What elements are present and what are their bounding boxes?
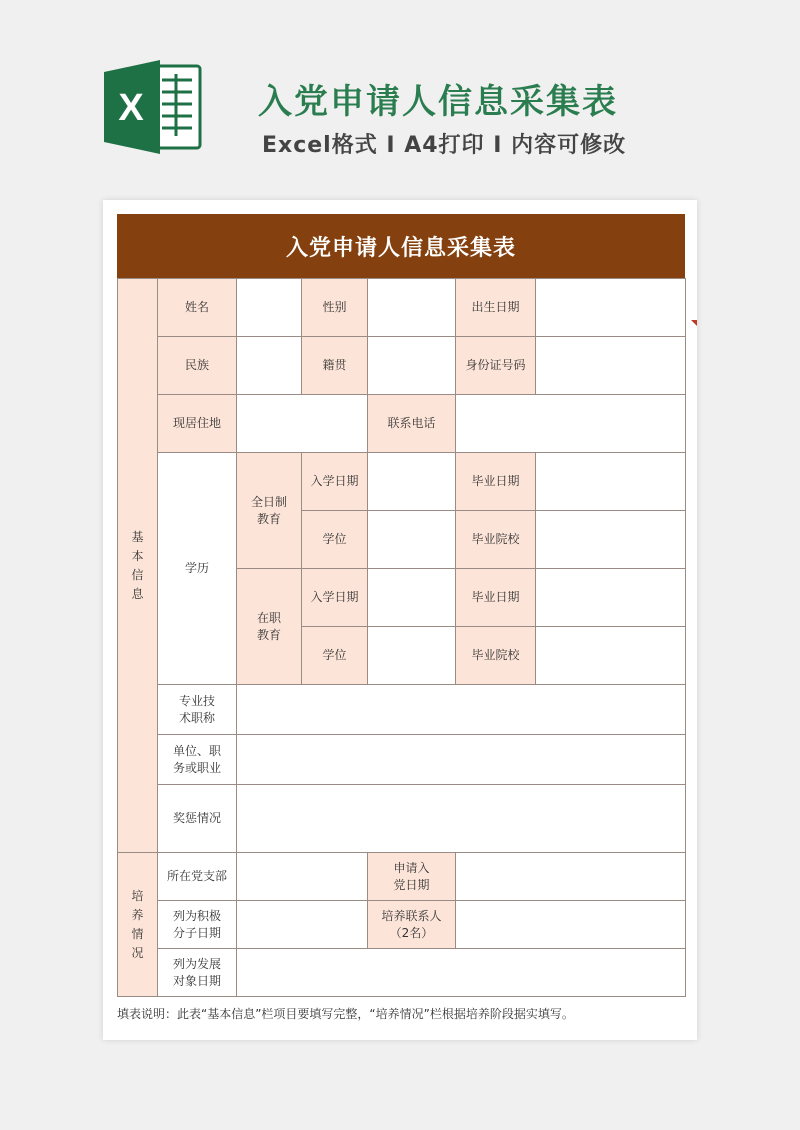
input-ethnic[interactable]: [237, 337, 302, 395]
label-ft-degree: 学位: [302, 511, 368, 569]
label-pt-enroll: 入学日期: [302, 569, 368, 627]
input-phone[interactable]: [456, 395, 686, 453]
input-ft-school[interactable]: [536, 511, 686, 569]
label-ft-grad: 毕业日期: [456, 453, 536, 511]
input-apply-date[interactable]: [456, 853, 686, 901]
label-birth: 出生日期: [456, 279, 536, 337]
input-title-prof[interactable]: [237, 685, 686, 735]
input-branch[interactable]: [237, 853, 368, 901]
label-activist-date: 列为积极分子日期: [158, 901, 237, 949]
input-pt-school[interactable]: [536, 627, 686, 685]
label-name: 姓名: [158, 279, 237, 337]
label-develop-date: 列为发展对象日期: [158, 949, 237, 997]
input-activist-date[interactable]: [237, 901, 368, 949]
input-name[interactable]: [237, 279, 302, 337]
label-parttime: 在职教育: [237, 569, 302, 685]
input-native[interactable]: [368, 337, 456, 395]
form-sheet: [117, 214, 685, 1022]
form-paper: [103, 200, 697, 1040]
excel-icon: [104, 60, 202, 154]
label-pt-degree: 学位: [302, 627, 368, 685]
label-pt-grad: 毕业日期: [456, 569, 536, 627]
label-title-prof: 专业技术职称: [158, 685, 237, 735]
label-ethnic: 民族: [158, 337, 237, 395]
label-unit: 单位、职务或职业: [158, 735, 237, 785]
input-address[interactable]: [237, 395, 368, 453]
input-ft-enroll[interactable]: [368, 453, 456, 511]
input-id[interactable]: [536, 337, 686, 395]
input-pt-degree[interactable]: [368, 627, 456, 685]
label-contact: 培养联系人（2名）: [368, 901, 456, 949]
label-id: 身份证号码: [456, 337, 536, 395]
label-apply-date: 申请入党日期: [368, 853, 456, 901]
input-pt-grad[interactable]: [536, 569, 686, 627]
label-ft-school: 毕业院校: [456, 511, 536, 569]
input-contact[interactable]: [456, 901, 686, 949]
section-train: 培养情况: [118, 853, 158, 997]
section-basic: 基本信息: [118, 279, 158, 853]
label-branch: 所在党支部: [158, 853, 237, 901]
info-table: [117, 278, 686, 997]
logo-letter: X: [118, 87, 144, 129]
input-birth[interactable]: [536, 279, 686, 337]
page-header: [0, 0, 800, 200]
page-subtitle: Excel格式 Ⅰ A4打印 Ⅰ 内容可修改: [262, 133, 627, 158]
input-award[interactable]: [237, 785, 686, 853]
input-pt-enroll[interactable]: [368, 569, 456, 627]
label-award: 奖惩情况: [158, 785, 237, 853]
input-gender[interactable]: [368, 279, 456, 337]
label-native: 籍贯: [302, 337, 368, 395]
page-title: 入党申请人信息采集表: [258, 82, 618, 122]
input-unit[interactable]: [237, 735, 686, 785]
label-address: 现居住地: [158, 395, 237, 453]
form-title: 入党申请人信息采集表: [117, 214, 685, 278]
input-ft-grad[interactable]: [536, 453, 686, 511]
label-gender: 性别: [302, 279, 368, 337]
label-fulltime: 全日制教育: [237, 453, 302, 569]
input-ft-degree[interactable]: [368, 511, 456, 569]
label-pt-school: 毕业院校: [456, 627, 536, 685]
cell-comment-marker: [691, 320, 697, 326]
label-phone: 联系电话: [368, 395, 456, 453]
label-ft-enroll: 入学日期: [302, 453, 368, 511]
input-develop-date[interactable]: [237, 949, 686, 997]
label-education: 学历: [158, 453, 237, 685]
form-note: 填表说明：此表“基本信息”栏项目要填写完整，“培养情况”栏根据培养阶段据实填写。: [117, 1007, 574, 1021]
